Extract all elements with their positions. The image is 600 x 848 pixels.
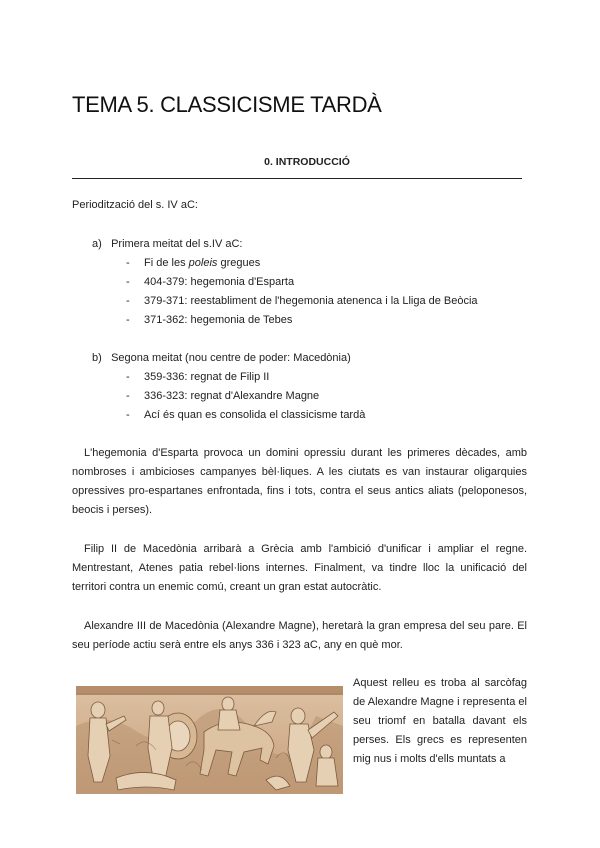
bullet-dash: - (126, 371, 130, 383)
paragraph-alexander: Alexandre III de Macedònia (Alexandre Magne), heretarà la gran empresa del seu pare. El seu període actiu serà entre els anys 336 i 323 aC, any en què mor. (72, 620, 527, 651)
period-a-heading (92, 235, 243, 254)
bullet-dash: - (126, 314, 130, 326)
period-b-item (126, 406, 365, 425)
period-b-item (126, 368, 269, 387)
page-title: TEMA 5. CLASSICISME TARDÀ (72, 92, 382, 117)
period-b-item (126, 387, 319, 406)
period-a-item (126, 273, 294, 292)
paragraph-philip: Filip II de Macedònia arribarà a Grècia amb l'ambició d'unificar i ampliar el regne. Mentrestant, Atenes patia rebel·lions internes. Finalment, va tindre lloc la unificació del territori contra un enemic comú, creant un gran estat autocràtic. (72, 543, 527, 593)
period-a-label: Primera meitat del s.IV aC: (111, 238, 243, 250)
period-b-marker: b) (92, 352, 102, 364)
period-a-item (126, 311, 292, 330)
period-a-item (126, 292, 478, 311)
period-b-label: Segona meitat (nou centre de poder: Macedònia) (111, 352, 351, 364)
item-italic-word: poleis (188, 257, 218, 269)
period-b-heading (92, 349, 351, 368)
bullet-dash: - (126, 390, 130, 402)
item-text: 404-379: hegemonia d'Esparta (144, 276, 295, 288)
relief-caption: Aquest relleu es troba al sarcòfag de Alexandre Magne i representa el seu triomf en batalla davant els perses. Els grecs es representen mig nus i molts d'ells muntats a (353, 677, 527, 765)
bullet-dash: - (126, 276, 130, 288)
paragraph-sparta: L'hegemonia d'Esparta provoca un domini opressiu durant les primeres dècades, amb nombroses i ambicioses campanyes bèl·liques. A les ciutats es van instaurar oligarquies opressives pro-espartanes enfrontada, fins i tots, contra el seus antics aliats (peloponesos, beocis i perses). (72, 447, 527, 516)
intro-label: Periodització del s. IV aC: (72, 199, 198, 211)
item-text: 379-371: reestabliment de l'hegemonia atenenca i la Lliga de Beòcia (144, 295, 478, 307)
item-text: Fi de les (144, 257, 189, 269)
item-text-suffix: gregues (217, 257, 261, 269)
period-a-item (126, 254, 260, 273)
item-text: 336-323: regnat d'Alexandre Magne (144, 390, 320, 402)
item-text: 359-336: regnat de Filip II (144, 371, 270, 383)
item-text: 371-362: hegemonia de Tebes (144, 314, 293, 326)
period-a-marker: a) (92, 238, 102, 250)
item-text: Ací és quan es consolida el classicisme tardà (144, 409, 366, 421)
section-heading: 0. INTRODUCCIÓ (264, 156, 350, 168)
bullet-dash: - (126, 257, 130, 269)
bullet-dash: - (126, 409, 130, 421)
bullet-dash: - (126, 295, 130, 307)
sarcophagus-relief-image (76, 686, 343, 794)
horizontal-rule (72, 178, 522, 179)
